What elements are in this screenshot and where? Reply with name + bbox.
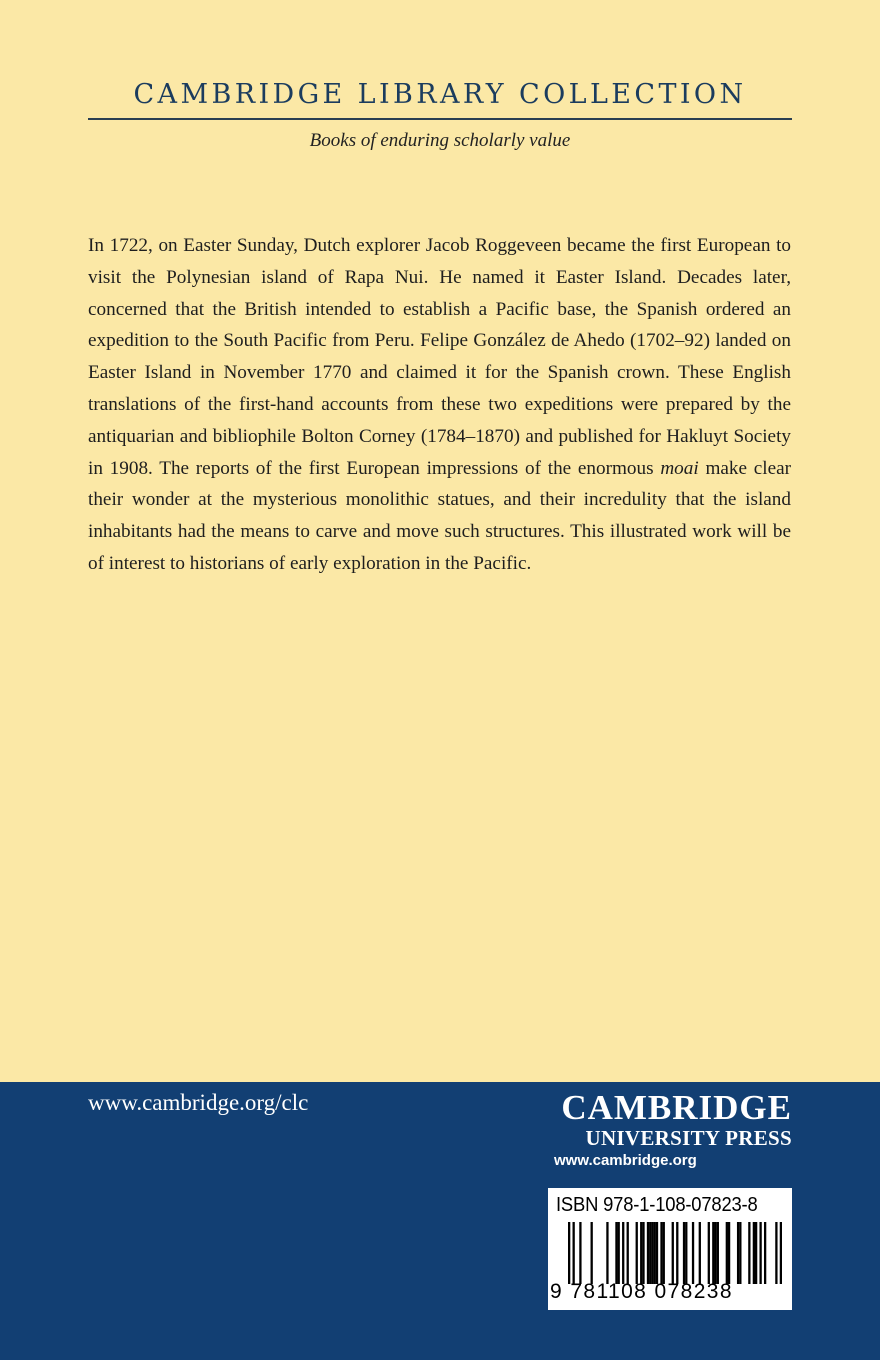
series-url: www.cambridge.org/clc [88, 1090, 309, 1115]
barcode-bar [780, 1222, 782, 1284]
barcode-bar [775, 1222, 777, 1284]
barcode-bar [636, 1222, 638, 1284]
description-emphasis: moai [660, 457, 699, 479]
barcode-bar [737, 1222, 739, 1284]
barcode-bar [676, 1222, 678, 1284]
barcode-bar [692, 1222, 694, 1284]
isbn-barcode [548, 1188, 792, 1310]
barcode-bar [685, 1222, 687, 1284]
barcode-bar [726, 1222, 728, 1284]
barcode-bar [714, 1222, 716, 1284]
barcode-bar [618, 1222, 620, 1284]
book-description [88, 230, 791, 580]
barcode-bar [647, 1222, 649, 1284]
barcode-bar [573, 1222, 575, 1284]
publisher-url: www.cambridge.org [554, 1152, 697, 1169]
barcode-bar [656, 1222, 658, 1284]
series-title: CAMBRIDGE LIBRARY COLLECTION [133, 78, 747, 110]
barcode-bar [683, 1222, 685, 1284]
barcode-bar [606, 1222, 608, 1284]
header-rule [88, 118, 792, 120]
barcode-bar [755, 1222, 757, 1284]
barcode-bar [759, 1222, 761, 1284]
publisher-logo [548, 1090, 792, 1172]
barcode-bar [728, 1222, 730, 1284]
barcode-bar [717, 1222, 719, 1284]
barcode-bar [699, 1222, 701, 1284]
description-text-part1: In 1722, on Easter Sunday, Dutch explorer Jacob Roggeveen became the first European to visit the Polynesian island of Rapa Nui. He named it Easter Island. Decades later, concerned that the British intended to establish a Pacific base, the Spanish ordered an expedition to the South Pacific from Peru. Felipe González de Ahedo (1702–92) landed on Easter Island in November 1770 and claimed it for the Spanish crown. These English translations of the first-hand accounts from these two expeditions were prepared by the antiquarian and bibliophile Bolton Corney (1784–1870) and published for Hakluyt Society in 1908. The reports of the first European impressions of the enormous [88, 235, 791, 479]
barcode-bar [615, 1222, 617, 1284]
barcode-bar [627, 1222, 629, 1284]
barcode-bar [708, 1222, 710, 1284]
publisher-subtitle: UNIVERSITY PRESS [585, 1126, 792, 1150]
barcode-bar [579, 1222, 581, 1284]
barcode-bar [642, 1222, 644, 1284]
barcode-bar [753, 1222, 755, 1284]
barcode-bar [739, 1222, 741, 1284]
barcode-bar [649, 1222, 651, 1284]
barcode-bar [663, 1222, 665, 1284]
barcode-bar [654, 1222, 656, 1284]
barcode-bar [568, 1222, 570, 1284]
series-tagline: Books of enduring scholarly value [309, 130, 571, 151]
barcode-bar [712, 1222, 714, 1284]
barcode-bar [640, 1222, 642, 1284]
barcode-bars [568, 1222, 782, 1284]
isbn-label: ISBN 978-1-108-07823-8 [556, 1194, 758, 1216]
barcode-digits: 9 781108 078238 [550, 1280, 733, 1303]
barcode-bar [651, 1222, 653, 1284]
barcode-bar [660, 1222, 662, 1284]
barcode-bar [764, 1222, 766, 1284]
barcode-bar [591, 1222, 593, 1284]
barcode-bar [672, 1222, 674, 1284]
publisher-name: CAMBRIDGE [561, 1088, 792, 1127]
description-text-part2: make clear their wonder at the mysterious monolithic statues, and their incredulity that the island inhabitants had the means to carve and move such structures. This illustrated work will be of interest to historians of early exploration in the Pacific. [88, 457, 791, 574]
barcode-bar [622, 1222, 624, 1284]
barcode-bar [748, 1222, 750, 1284]
